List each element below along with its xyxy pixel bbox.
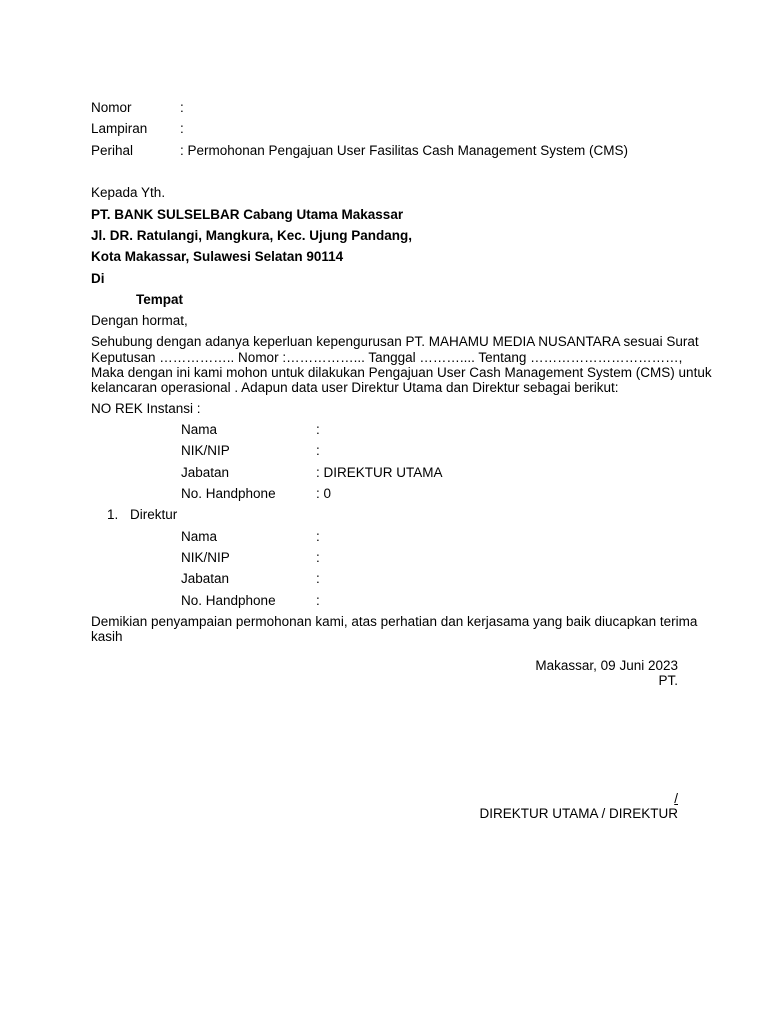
user2-title: Direktur xyxy=(130,507,178,522)
salutation: Dengan hormat, xyxy=(91,313,188,328)
user2-number: 1. xyxy=(107,507,119,522)
paragraph-line-1: Sehubung dengan adanya keperluan kepengurusan PT. MAHAMU MEDIA NUSANTARA sesuai Surat xyxy=(91,334,699,349)
perihal-value: : Permohonan Pengajuan User Fasilitas Cash Management System (CMS) xyxy=(180,143,628,158)
paragraph-line-4: kelancaran operasional . Adapun data user Direktur Utama dan Direktur sebagai berikut: xyxy=(91,380,619,395)
user2-nik-label: NIK/NIP xyxy=(181,550,230,565)
paragraph-line-3: Maka dengan ini kami mohon untuk dilakukan Pengajuan User Cash Management System (CMS) untuk xyxy=(91,365,712,380)
recipient-line-2: Jl. DR. Ratulangi, Mangkura, Kec. Ujung Pandang, xyxy=(91,228,413,243)
user1-nik-value: : xyxy=(316,443,320,458)
perihal-label: Perihal xyxy=(91,143,134,158)
user2-nama-value: : xyxy=(316,529,320,544)
user2-jabatan-label: Jabatan xyxy=(181,571,230,586)
user1-jabatan-value: : DIREKTUR UTAMA xyxy=(316,465,443,480)
lampiran-value: : xyxy=(180,121,184,136)
user2-jabatan-value: : xyxy=(316,571,320,586)
user1-nama-label: Nama xyxy=(181,422,218,437)
paragraph-line-2: Keputusan …………….. Nomor :……………... Tanggal ……….... Tentang ……………………………, xyxy=(91,350,683,365)
recipient-greeting: Kepada Yth. xyxy=(91,185,166,200)
user1-hp-value: : 0 xyxy=(316,486,332,501)
signature-role: DIREKTUR UTAMA / DIREKTUR xyxy=(479,806,678,821)
signature-place-date: Makassar, 09 Juni 2023 xyxy=(535,658,678,673)
recipient-line-1: PT. BANK SULSELBAR Cabang Utama Makassar xyxy=(91,207,404,222)
user1-jabatan-label: Jabatan xyxy=(181,465,230,480)
norek-label: NO REK Instansi : xyxy=(91,401,201,416)
recipient-di: Di xyxy=(91,271,105,286)
closing-line-1: Demikian penyampaian permohonan kami, atas perhatian dan kerjasama yang baik diucapkan terima xyxy=(91,614,698,629)
user2-hp-value: : xyxy=(316,593,320,608)
recipient-tempat: Tempat xyxy=(136,292,184,307)
signature-slash: / xyxy=(674,791,678,806)
nomor-value: : xyxy=(180,100,184,115)
lampiran-label: Lampiran xyxy=(91,121,148,136)
user1-nama-value: : xyxy=(316,422,320,437)
signature-company: PT. xyxy=(658,673,678,688)
user1-hp-label: No. Handphone xyxy=(181,486,276,501)
nomor-label: Nomor xyxy=(91,100,132,115)
closing-line-2: kasih xyxy=(91,629,123,644)
user2-nik-value: : xyxy=(316,550,320,565)
recipient-line-3: Kota Makassar, Sulawesi Selatan 90114 xyxy=(91,249,344,264)
user1-nik-label: NIK/NIP xyxy=(181,443,230,458)
user2-nama-label: Nama xyxy=(181,529,218,544)
user2-hp-label: No. Handphone xyxy=(181,593,276,608)
